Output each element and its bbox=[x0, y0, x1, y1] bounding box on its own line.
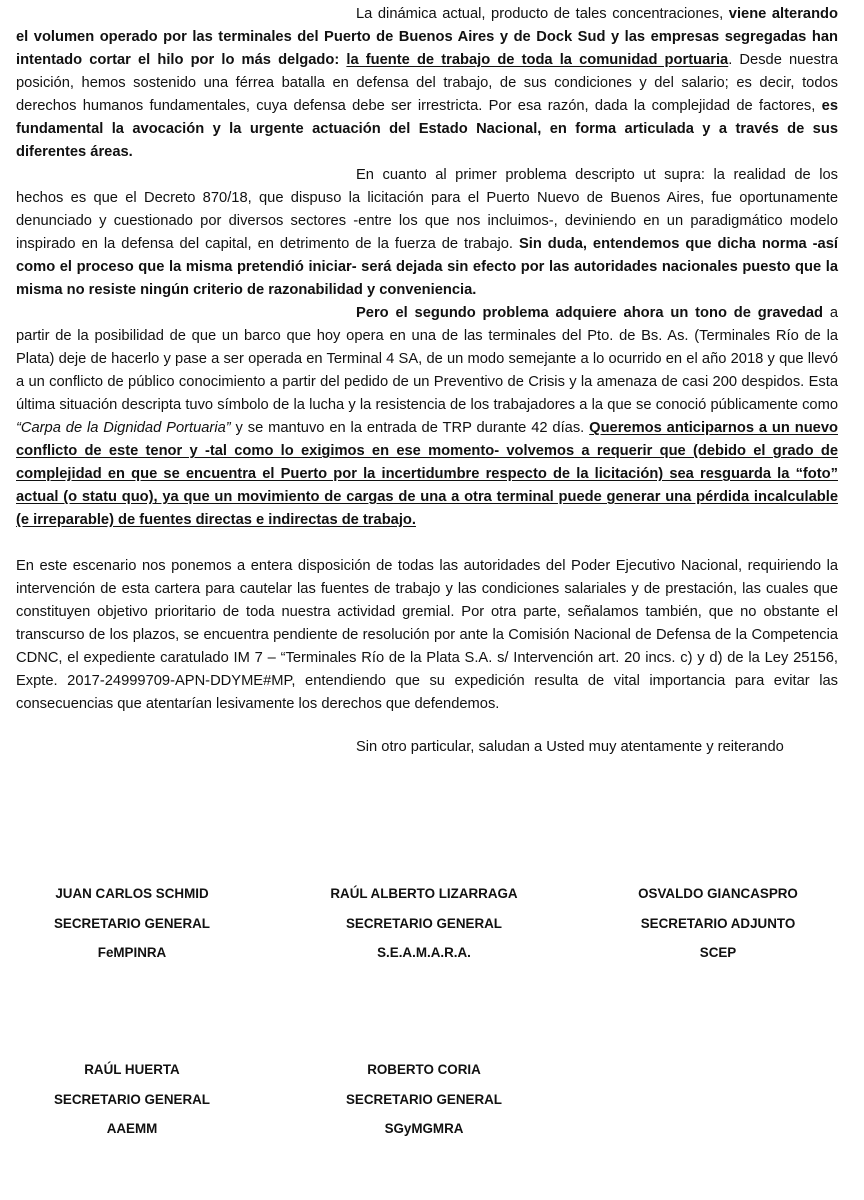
signer-org: FeMPINRA bbox=[97, 945, 167, 960]
signature-block-giancaspro bbox=[598, 879, 838, 968]
signature-block-coria bbox=[304, 1055, 544, 1144]
p3-text-1: a partir de la posibilidad de que un barco que hoy opera en una de las terminales del Pto. de Bs. As. (Terminales Río de la Plata) deje de hacerlo y pase a ser operada en Terminal 4 SA, de un modo semejante a lo ocurrido en el año 2018 y que llevó a un conflicto de público conocimiento a partir del pedido de un Preventivo de Crisis y la amenaza de casi 200 despidos. Esta última situación descripta tuvo símbolo de la lucha y la resistencia de los trabajadores a la que se conoció públicamente como bbox=[16, 305, 839, 413]
signer-title: SECRETARIO ADJUNTO bbox=[640, 915, 796, 931]
p2-bold-1: Sin duda, entendemos que dicha norma -así como el proceso que la misma pretendió iniciar- será dejada sin efecto por las autoridades nacionales puesto que la misma no resiste ningún criterio de razonabilidad y conveniencia. bbox=[16, 236, 838, 298]
p1-bold-1: viene alterando el volumen operado por las terminales del Puerto de Buenos Aires y de Dock Sud y las empresas segregadas han intentado cortar el hilo por lo más delgado: bbox=[16, 6, 838, 68]
signature-block-schmid bbox=[12, 879, 252, 968]
p3-bold-1: Pero el segundo problema adquiere ahora un tono de gravedad bbox=[356, 305, 824, 321]
p1-bold-2: es fundamental la avocación y la urgente actuación del Estado Nacional, en forma articulada y a través de sus diferentes áreas. bbox=[16, 98, 838, 160]
p2-text-1: En cuanto al primer problema descripto ut supra: la realidad de los hechos es que el Decreto 870/18, que dispuso la licitación para el Puerto Nuevo de Buenos Aires, fue oportunamente denunciado y cuestionado por diversos sectores -entre los que nos incluimos-, deviniendo en un paradigmático modelo inspirado en la defensa del capital, en detrimento de la fuerza de trabajo. bbox=[16, 167, 838, 252]
p3-italic-quote: “Carpa de la Dignidad Portuaria” bbox=[16, 420, 231, 436]
signer-title: SECRETARIO GENERAL bbox=[346, 1091, 502, 1107]
p1-text-2: . Desde nuestra posición, hemos sostenido una férrea batalla en defensa del trabajo, de sus condiciones y del salario; es decir, todos derechos humanos fundamentales, cuya defensa debe ser irrestricta. Por esa razón, dada la complejidad de factores, bbox=[16, 52, 838, 114]
signature-block-lizarraga bbox=[304, 879, 544, 968]
signer-name: RAÚL HUERTA bbox=[84, 1062, 180, 1077]
signer-name: OSVALDO GIANCASPRO bbox=[638, 886, 798, 901]
paragraph-1 bbox=[16, 3, 838, 164]
signer-org: AAEMM bbox=[106, 1121, 158, 1136]
closing-line-1: Sin otro particular, saludan a Usted muy atentamente y reiterando bbox=[356, 739, 784, 755]
p3-bold-underlined: Queremos anticiparnos a un nuevo conflicto de este tenor y -tal como lo exigimos en ese momento- volvemos a requerir que (debido el grado de complejidad en que se encuentra el Puerto por la incertidumbre respecto de la licitación) sea resguarda la “foto” actual (o statu quo), ya que un movimiento de cargas de una a otra terminal puede generar una pérdida incalculable (e irreparable) de fuentes directas e indirectas de trabajo. bbox=[16, 420, 838, 528]
signer-title: SECRETARIO GENERAL bbox=[54, 915, 210, 931]
signer-name: ROBERTO CORIA bbox=[367, 1062, 481, 1077]
signer-org: S.E.A.M.A.R.A. bbox=[377, 945, 471, 960]
signer-org: SGyMGMRA bbox=[384, 1121, 464, 1136]
signer-name: RAÚL ALBERTO LIZARRAGA bbox=[330, 886, 518, 901]
signer-title: SECRETARIO GENERAL bbox=[54, 1091, 210, 1107]
p3-text-2: y se mantuvo en la entrada de TRP durante 42 días. bbox=[230, 420, 590, 436]
signer-org: SCEP bbox=[699, 945, 737, 960]
closing-paragraph bbox=[16, 736, 838, 782]
p1-text-1: La dinámica actual, producto de tales concentraciones, bbox=[356, 6, 729, 22]
signer-name: JUAN CARLOS SCHMID bbox=[55, 886, 209, 901]
p1-underlined: la fuente de trabajo de toda la comunidad portuaria bbox=[346, 52, 729, 68]
p4-text-1: En este escenario nos ponemos a entera disposición de todas las autoridades del Poder Ejecutivo Nacional, requiriendo la intervención de esta cartera para cautelar las fuentes de trabajo y las condiciones salariales y de prestación, las cuales que constituyen objetivo prioritario de toda nuestra actividad gremial. Por otra parte, señalamos también, que no obstante el transcurso de los plazos, se encuentra pendiente de resolución por ante la Comisión Nacional de Defensa de la Competencia CDNC, el expediente caratulado IM 7 – “Terminales Río de la Plata S.A. s/ Intervención art. 20 incs. c) y d) de la Ley 25156, Expte. 2017-24999709-APN-DDYME#MP, entendiendo que su expedición resulta de vital importancia para evitar las consecuencias que atentarían lesivamente los derechos que defendemos. bbox=[16, 558, 838, 712]
signature-block-huerta bbox=[12, 1055, 252, 1144]
paragraph-2 bbox=[16, 164, 838, 302]
paragraph-4 bbox=[16, 555, 838, 716]
signer-title: SECRETARIO GENERAL bbox=[346, 915, 502, 931]
paragraph-3 bbox=[16, 302, 838, 532]
